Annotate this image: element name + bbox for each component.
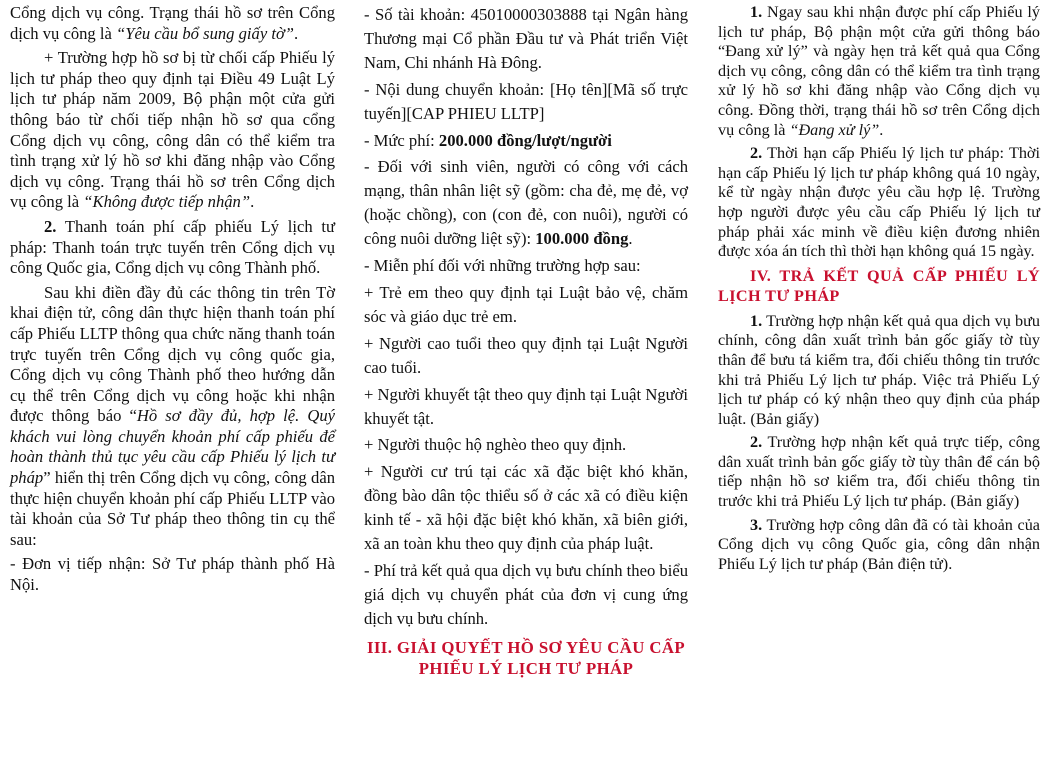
status-processing: “Đang xử lý” — [789, 120, 880, 139]
item-number: 2. — [750, 144, 763, 163]
paragraph-transfer-content: - Nội dung chuyển khoản: [Họ tên][Mã số trực tuyến][CAP PHIEU LLTP] — [364, 79, 688, 123]
status-not-accepted: “Không được tiếp nhận” — [83, 192, 251, 212]
paragraph-fee: - Mức phí: 200.000 đồng/lượt/người — [364, 130, 612, 150]
fee-value: 200.000 đồng/lượt/người — [438, 130, 612, 150]
paragraph-payment-instructions: Sau khi điền đầy đủ các thông tin trên Tờ khai điện tử, công dân thực hiện thanh toán phí cấp Phiếu LLTP thông qua chức năng thanh toán trực tuyến trên Cổng dịch vụ công quốc gia, Cổng dịch vụ công Thành phố theo hướng dẫn cụ thể trên Cổng dịch vụ công hoặc khi nhận được thông báo “Hồ sơ đầy đủ, hợp lệ. Quý khách vui lòng chuyển khoản phí cấp phiếu để hoàn thành thủ tục yêu cầu cấp Phiếu lý lịch tư pháp” hiển thị trên Cổng dịch vụ công, công dân thực hiện chuyển khoản phí cấp Phiếu LLTP vào tài khoản của Sở Tư pháp theo thông tin cụ thể sau: — [10, 282, 336, 549]
item-number: 2. — [44, 216, 57, 236]
column-middle — [364, 3, 688, 683]
paragraph-receiving-unit: - Đơn vị tiếp nhận: Sở Tư pháp thành phố Hà Nội. — [10, 554, 335, 595]
list-item-free-poor: + Người thuộc hộ nghèo theo quy định. — [364, 435, 627, 455]
paragraph-result-electronic: 3. Trường hợp công dân đã có tài khoản của Cổng dịch vụ công Quốc gia, công dân nhận Phiếu Lý lịch tư pháp (Bản điện tử). — [718, 515, 1040, 573]
paragraph-supplement-status: Cổng dịch vụ công. Trạng thái hồ sơ trên Cổng dịch vụ công là “Yêu cầu bổ sung giấy tờ”. — [10, 3, 335, 43]
paragraph-discount: - Đối với sinh viên, người có công với cách mạng, thân nhân liệt sỹ (gồm: cha đẻ, mẹ đẻ, vợ (hoặc chồng), con (con đẻ, con nuôi), người có công nuôi dưỡng liệt sỹ): 100.000 đồng. — [364, 157, 688, 249]
column-left — [10, 3, 335, 600]
paragraph-deadline: 2. Thời hạn cấp Phiếu lý lịch tư pháp: Thời hạn cấp Phiếu lý lịch tư pháp không quá 10 ngày, kể từ ngày nhận được yêu cầu hợp lệ. Trường hợp người được yêu cầu cấp Phiếu lý lịch tư pháp phải xác minh về điều kiện đương nhiên được xóa án tích thì thời hạn không quá 15 ngày. — [718, 144, 1040, 261]
paragraph-rejected: + Trường hợp hồ sơ bị từ chối cấp Phiếu lý lịch tư pháp theo quy định tại Điều 49 Luật Lý lịch tư pháp năm 2009, Bộ phận một cửa gửi thông báo từ chối tiếp nhận hồ sơ qua cổng Cổng dịch vụ công, công dân có thể kiểm tra tình trạng xử lý hồ sơ khi đăng nhập vào Cổng dịch vụ công. Trạng thái hồ sơ trên Cổng dịch vụ công là “Không được tiếp nhận”. — [10, 48, 335, 212]
section-heading-iii: III. GIẢI QUYẾT HỒ SƠ YÊU CẦU CẤP PHIẾU LÝ LỊCH TƯ PHÁP — [366, 637, 686, 678]
paragraph-result-direct: 2. Trường hợp nhận kết quả trực tiếp, công dân xuất trình bản gốc giấy tờ tùy thân để cán bộ tiếp nhận hồ sơ kiểm tra, đối chiếu thông tin trước khi trả Phiếu Lý lịch tư pháp. (Bản giấy) — [718, 433, 1040, 511]
paragraph-processing: 1. Ngay sau khi nhận được phí cấp Phiếu lý lịch tư pháp, Bộ phận một cửa gửi thông báo “Đang xử lý” và ngày hẹn trả kết quả qua Cổng dịch vụ công, công dân có thể kiểm tra tình trạng xử lý hồ sơ khi đăng nhập vào Cổng dịch vụ công. Đồng thời, trạng thái hồ sơ trên Cổng dịch vụ công là “Đang xử lý”. — [718, 3, 1040, 139]
list-item-free-remote: + Người cư trú tại các xã đặc biệt khó khăn, đồng bào dân tộc thiểu số ở các xã có điều kiện kinh tế - xã hội đặc biệt khó khăn, xã biên giới, xã an toàn khu theo quy định của pháp luật. — [364, 462, 688, 554]
section-heading-iv: IV. TRẢ KẾT QUẢ CẤP PHIẾU LÝ LỊCH TƯ PHÁP — [718, 266, 1040, 305]
notice-complete-valid: Hồ sơ đầy đủ, hợp lệ. Quý khách vui lòng chuyển khoản phí cấp phiếu để hoàn thành thủ tục yêu cầu cấp Phiếu lý lịch tư pháp — [10, 406, 336, 488]
column-right — [718, 3, 1040, 578]
paragraph-result-postal: 1. Trường hợp nhận kết quả qua dịch vụ bưu chính, công dân xuất trình bản gốc giấy tờ tùy thân để bưu tá kiểm tra, đối chiếu thông tin trước khi trả Phiếu Lý lịch tư pháp. Việc trả Phiếu Lý lịch tư pháp có ký nhận theo quy định của pháp luật. (Bản giấy) — [718, 311, 1040, 428]
list-item-free-elderly: + Người cao tuổi theo quy định tại Luật Người cao tuổi. — [364, 333, 688, 377]
paragraph-postal-fee: - Phí trả kết quả qua dịch vụ bưu chính theo biểu giá dịch vụ chuyển phát của đơn vị cung ứng dịch vụ bưu chính. — [364, 560, 688, 628]
list-item-free-children: + Trẻ em theo quy định tại Luật bảo vệ, chăm sóc và giáo dục trẻ em. — [364, 282, 688, 326]
paragraph-payment: 2. Thanh toán phí cấp phiếu Lý lịch tư pháp: Thanh toán trực tuyến trên Cổng dịch vụ công Quốc gia, Cổng dịch vụ công Thành phố. — [10, 216, 335, 278]
discount-value: 100.000 đồng — [535, 229, 629, 249]
item-number: 2. — [750, 433, 763, 452]
status-supplement: “Yêu cầu bổ sung giấy tờ” — [116, 23, 295, 43]
paragraph-free-intro: - Miễn phí đối với những trường hợp sau: — [364, 256, 641, 276]
item-number: 1. — [750, 311, 763, 330]
item-number: 1. — [750, 3, 763, 21]
item-number: 3. — [750, 515, 763, 534]
list-item-free-disabled: + Người khuyết tật theo quy định tại Luật Người khuyết tật. — [364, 384, 688, 428]
paragraph-account-number: - Số tài khoản: 45010000303888 tại Ngân hàng Thương mại Cổ phần Đầu tư và Phát triển Việt Nam, Chi nhánh Hà Đông. — [364, 5, 688, 72]
